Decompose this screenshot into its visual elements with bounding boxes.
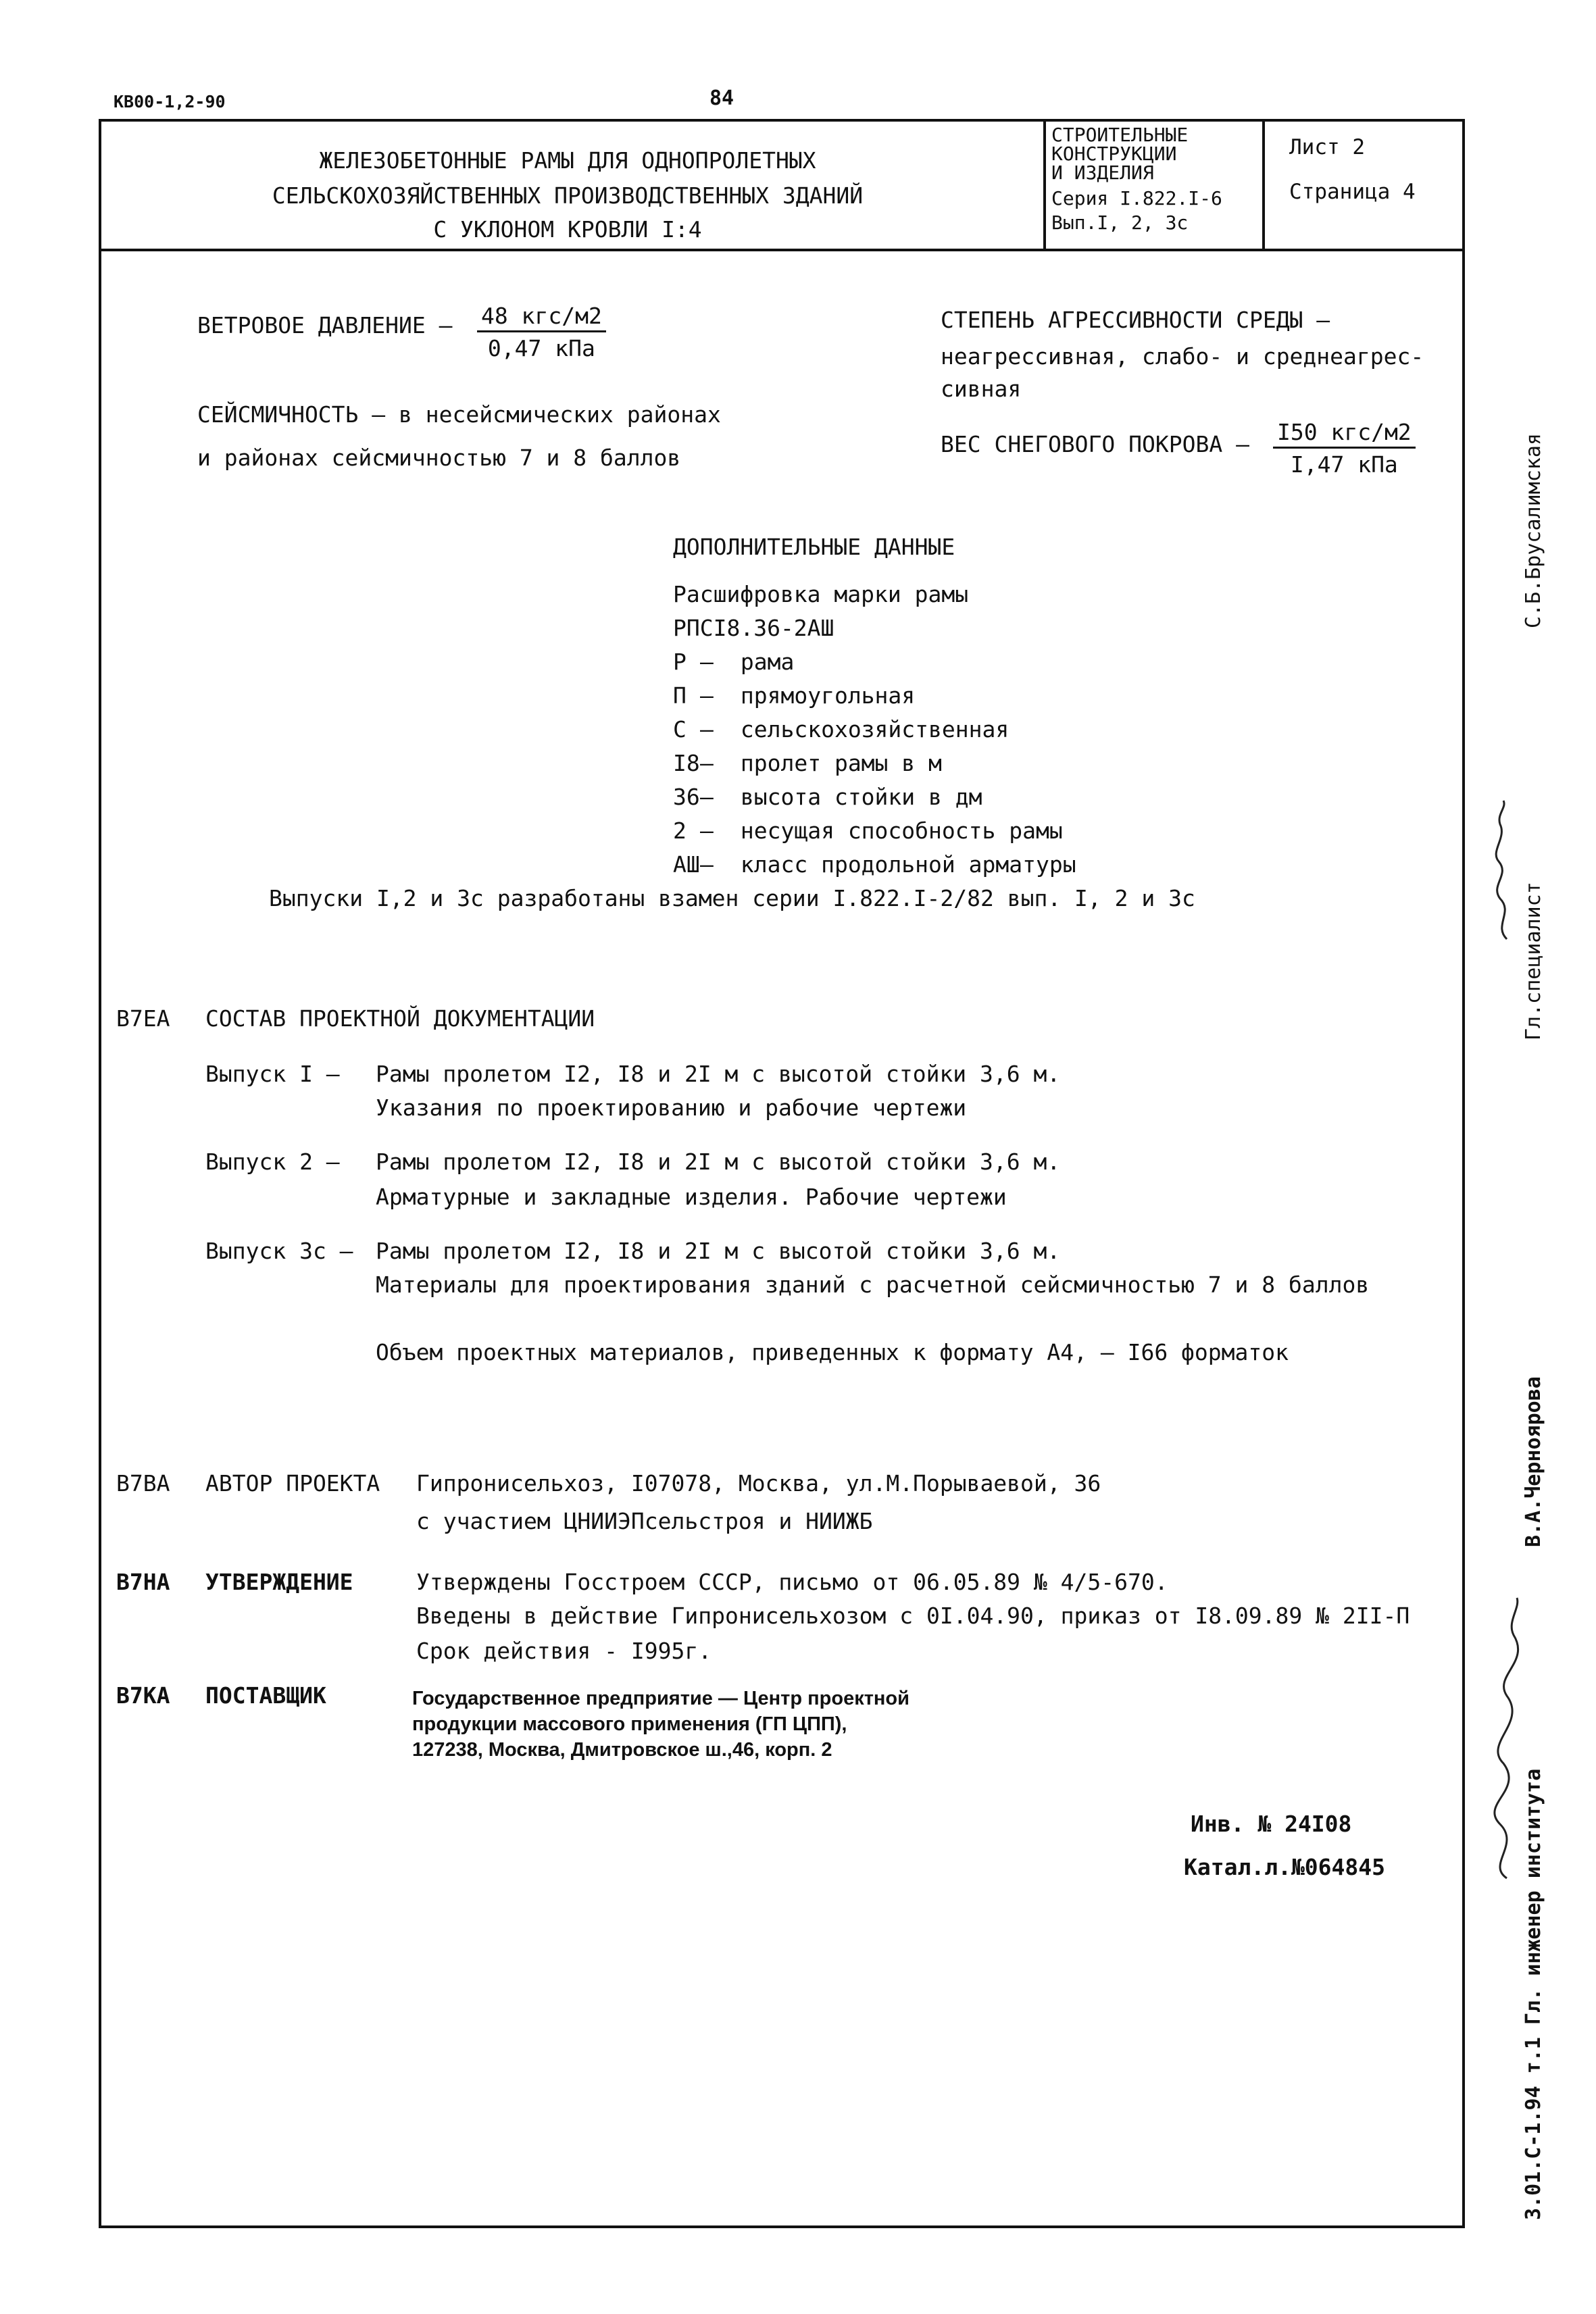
section-code-b7ba: В7ВА — [116, 1470, 170, 1496]
code-row: I8– пролет рамы в м — [673, 750, 942, 776]
aggressiveness-line-3: сивная — [941, 376, 1022, 402]
code-row: 36– высота стойки в дм — [673, 784, 982, 810]
supplier-line-1: Государственное предприятие — Центр проектной — [412, 1688, 909, 1709]
author-line-1: Гипронисельхоз, I07078, Москва, ул.М.Порываевой, 36 — [416, 1470, 1101, 1496]
wind-kgs: 48 кгс/м2 — [477, 303, 606, 332]
document-code: КВ00-1,2-90 — [114, 92, 226, 111]
supplier-line-3: 127238, Москва, Дмитровское ш.,46, корп. 2 — [412, 1739, 832, 1761]
sheet-label: Лист 2 — [1289, 135, 1365, 159]
aggressiveness-line-2: неагрессивная, слабо- и среднеагрес- — [941, 343, 1424, 370]
code: АШ — [673, 851, 700, 878]
header-divider-vertical — [1043, 119, 1046, 250]
frame-mark: РПСI8.36-2АШ — [673, 615, 834, 641]
issues-label: Вып.I, 2, 3с — [1051, 211, 1189, 234]
series-label: Серия I.822.I-6 — [1051, 187, 1222, 209]
catalog-sheet-number: Катал.л.№064845 — [1184, 1854, 1386, 1880]
title-line-1: ЖЕЛЕЗОБЕТОННЫЕ РАМЫ ДЛЯ ОДНОПРОЛЕТНЫХ — [319, 147, 816, 174]
issue-label: Выпуск I – — [205, 1061, 340, 1087]
issue-line-1: Рамы пролетом I2, I8 и 2I м с высотой стойки 3,6 м. — [376, 1238, 1061, 1264]
snow-value — [1273, 419, 1416, 478]
volume-note: Объем проектных материалов, приведенных к формату А4, – I66 форматок — [376, 1339, 1289, 1365]
code: 36 — [673, 784, 700, 810]
wind-kpa: 0,47 кПа — [487, 335, 595, 361]
section-title-approval: УТВЕРЖДЕНИЕ — [205, 1569, 353, 1595]
code: П — [673, 682, 687, 709]
code-desc: высота стойки в дм — [740, 784, 982, 810]
section-title-documentation: СОСТАВ ПРОЕКТНОЙ ДОКУМЕНТАЦИИ — [205, 1005, 595, 1032]
author-line-2: с участием ЦНИИЭПсельстроя и НИИЖБ — [416, 1508, 873, 1534]
replacement-note: Выпуски I,2 и 3с разработаны взамен серии I.822.I-2/82 вып. I, 2 и 3с — [269, 885, 1195, 911]
code: С — [673, 716, 687, 743]
title-line-3: С УКЛОНОМ КРОВЛИ I:4 — [433, 216, 702, 243]
side-chief-specialist: Гл.специалист — [1522, 882, 1545, 1040]
snow-kpa: I,47 кПа — [1290, 451, 1398, 478]
signature-2 — [1466, 1594, 1541, 1885]
seismic-line-1: СЕЙСМИЧНОСТЬ – в несейсмических районах — [197, 401, 721, 428]
aggressiveness-title: СТЕПЕНЬ АГРЕССИВНОСТИ СРЕДЫ – — [941, 307, 1330, 333]
issue-line-2: Указания по проектированию и рабочие чертежи — [376, 1095, 967, 1121]
section-title-author: АВТОР ПРОЕКТА — [205, 1470, 380, 1496]
approval-line-2: Введены в действие Гипронисельхозом с 0I.04.90, приказ от I8.09.89 № 2II-П — [416, 1603, 1410, 1629]
approval-line-3: Срок действия - I995г. — [416, 1638, 712, 1664]
section-code-b7na: В7НА — [116, 1569, 170, 1595]
page-label: Страница 4 — [1289, 180, 1416, 204]
category-line-3: И ИЗДЕЛИЯ — [1051, 161, 1154, 184]
wind-value — [477, 303, 606, 361]
inventory-number: Инв. № 24I08 — [1191, 1811, 1352, 1837]
code-row: 2 – несущая способность рамы — [673, 818, 1063, 844]
issue-line-1: Рамы пролетом I2, I8 и 2I м с высотой стойки 3,6 м. — [376, 1061, 1061, 1087]
wind-label: ВЕТРОВОЕ ДАВЛЕНИЕ – — [197, 312, 453, 338]
issue-label: Выпуск 3с – — [205, 1238, 353, 1264]
section-code-b7ka: В7КА — [116, 1682, 170, 1709]
snow-label: ВЕС СНЕГОВОГО ПОКРОВА – — [941, 431, 1249, 457]
category-line-2: КОНСТРУКЦИИ — [1051, 143, 1177, 165]
code-desc: класс продольной арматуры — [740, 851, 1076, 878]
header-divider-vertical — [1262, 119, 1265, 250]
side-signature-name-1: С.Б.Брусалимская — [1522, 433, 1545, 628]
snow-kgs: I50 кгс/м2 — [1273, 419, 1416, 449]
code-desc: рама — [740, 649, 795, 675]
code-row: П – прямоугольная — [673, 682, 916, 709]
code-desc: пролет рамы в м — [740, 750, 942, 776]
code-desc: несущая способность рамы — [740, 818, 1063, 844]
code-desc: прямоугольная — [740, 682, 916, 709]
seismic-line-2: и районах сейсмичностью 7 и 8 баллов — [197, 445, 681, 471]
side-footer-code: 3.01.С-1.94 т.1 Гл. инженер института — [1522, 1768, 1545, 2220]
code-row: АШ– класс продольной арматуры — [673, 851, 1076, 878]
issue-line-2: Материалы для проектирования зданий с расчетной сейсмичностью 7 и 8 баллов — [376, 1272, 1370, 1298]
supplier-line-2: продукции массового применения (ГП ЦПП), — [412, 1713, 847, 1735]
section-title-supplier: ПОСТАВЩИК — [205, 1682, 326, 1709]
issue-label: Выпуск 2 – — [205, 1149, 340, 1175]
page-number: 84 — [709, 86, 734, 110]
code: 2 — [673, 818, 687, 844]
issue-line-1: Рамы пролетом I2, I8 и 2I м с высотой стойки 3,6 м. — [376, 1149, 1061, 1175]
approval-line-1: Утверждены Госстроем СССР, письмо от 06.05.89 № 4/5-670. — [416, 1569, 1168, 1595]
code: I8 — [673, 750, 700, 776]
issue-line-2: Арматурные и закладные изделия. Рабочие чертежи — [376, 1184, 1007, 1210]
category-line-1: СТРОИТЕЛЬНЫЕ — [1051, 124, 1189, 146]
code-row: С – сельскохозяйственная — [673, 716, 1009, 743]
title-line-2: СЕЛЬСКОХОЗЯЙСТВЕННЫХ ПРОИЗВОДСТВЕННЫХ ЗДАНИЙ — [272, 182, 864, 209]
signature-1 — [1480, 797, 1527, 946]
mark-decode-label: Расшифровка марки рамы — [673, 581, 969, 607]
section-code-b7ea: В7ЕА — [116, 1005, 170, 1032]
code-row: Р – рама — [673, 649, 795, 675]
code: Р — [673, 649, 687, 675]
additional-data-title: ДОПОЛНИТЕЛЬНЫЕ ДАННЫЕ — [673, 534, 955, 560]
side-signature-name-2: В.А.Черноярова — [1522, 1376, 1545, 1547]
header-divider — [99, 249, 1465, 251]
code-desc: сельскохозяйственная — [740, 716, 1009, 743]
